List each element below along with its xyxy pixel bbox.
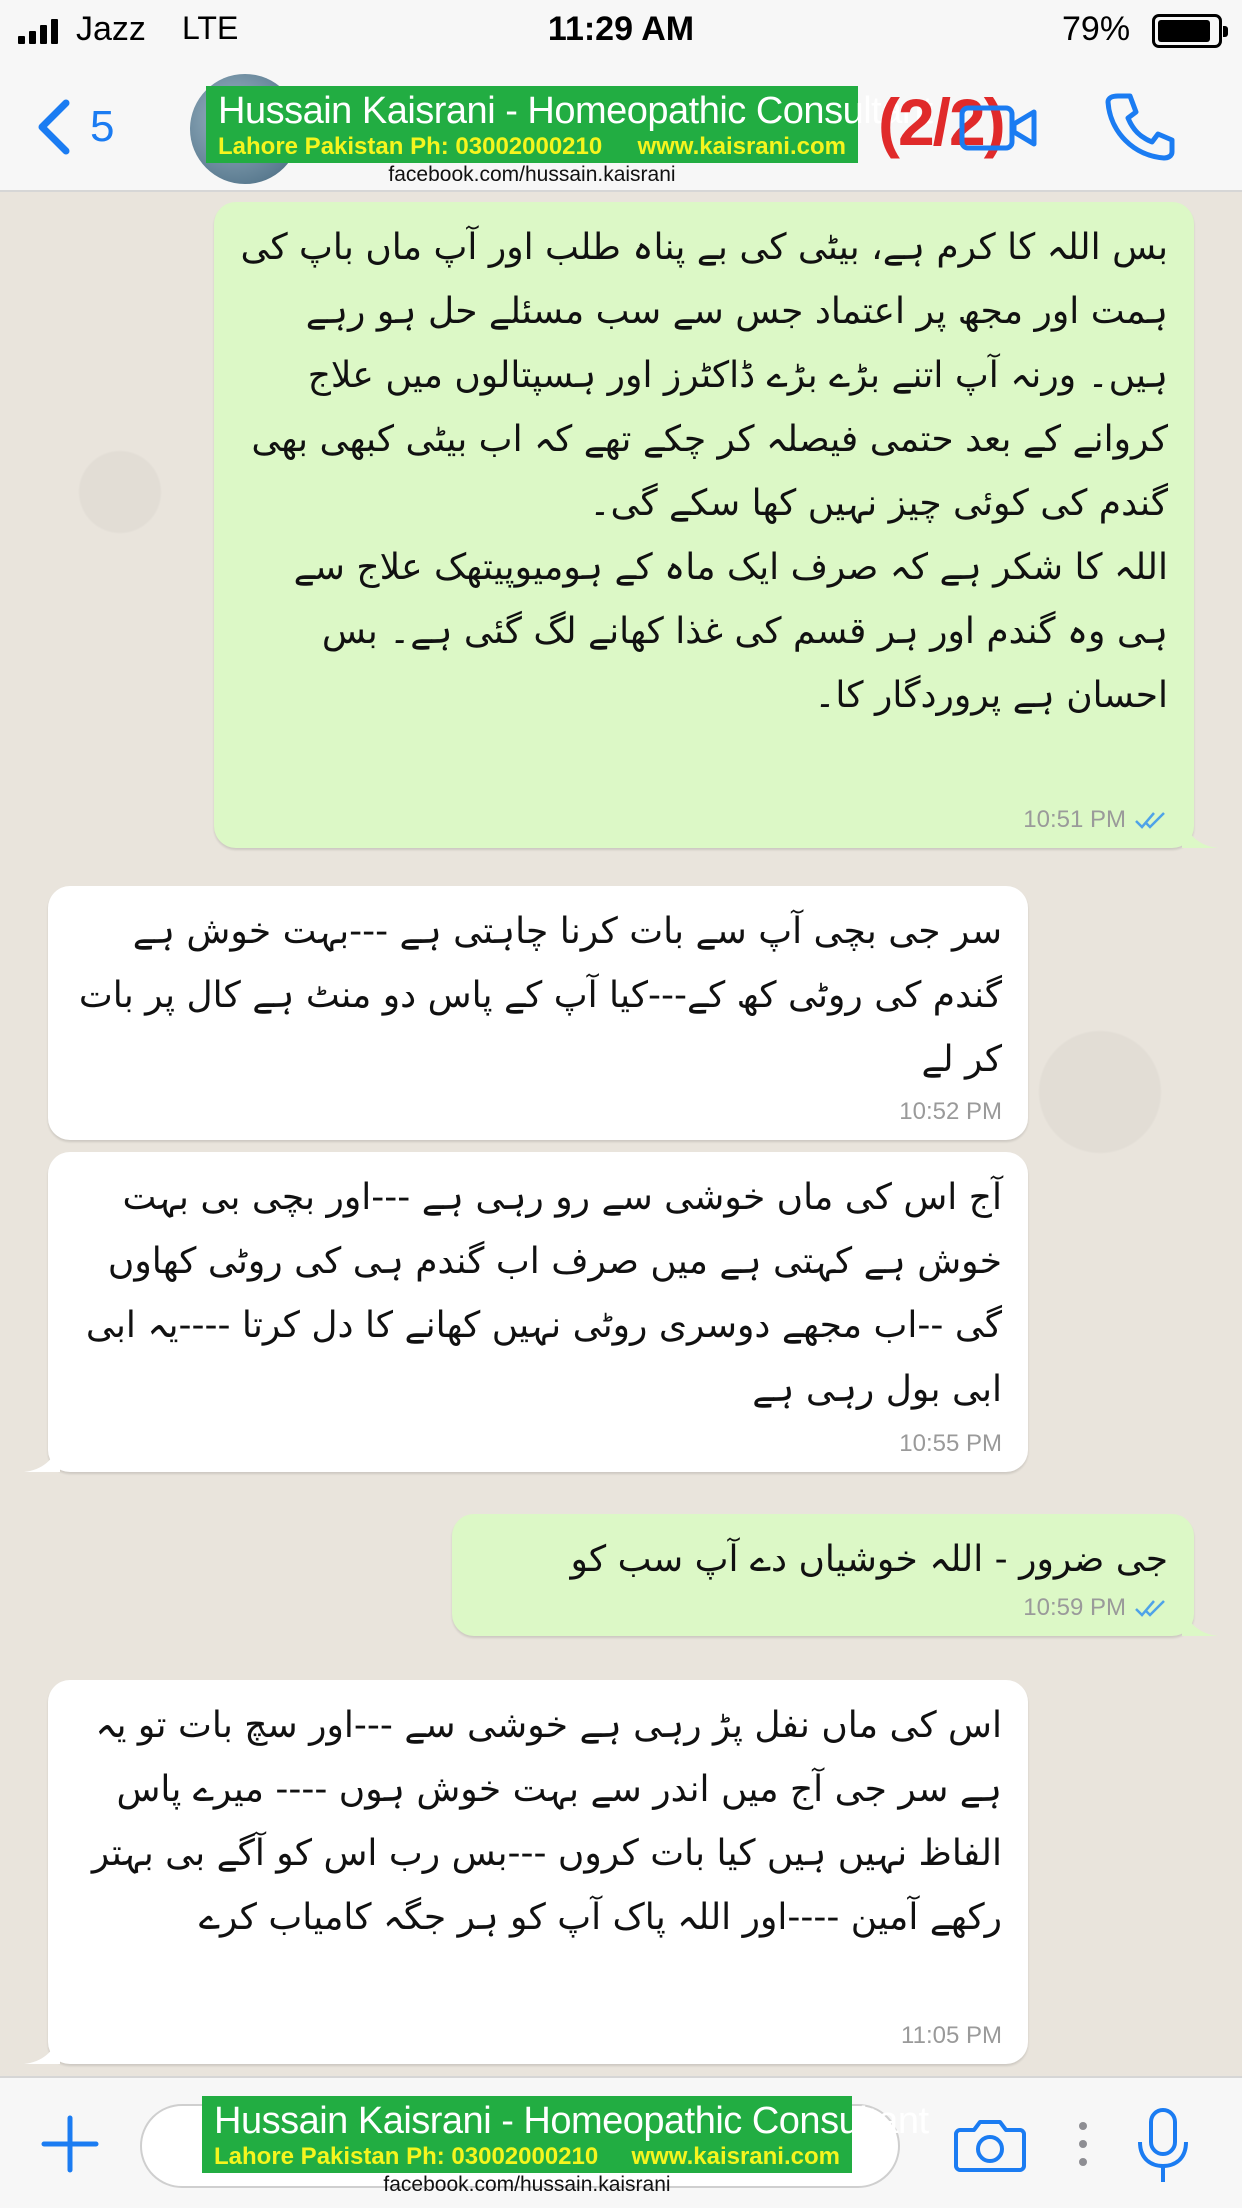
message-time: 10:59 PM [1023, 1594, 1126, 1621]
chat-messages[interactable] [0, 192, 1242, 2076]
banner-facebook: facebook.com/hussain.kaisrani [388, 163, 676, 186]
back-button[interactable] [34, 92, 114, 162]
bubble-tail [24, 1442, 60, 1472]
banner-website: www.kaisrani.com [631, 2143, 840, 2170]
message-text: بس اللہ کا کرم ہے، بیٹی کی بے پناہ طلب اور آپ ماں باپ کی ہمت اور مجھ پر اعتماد جس سے سب مسئلے حل ہو رہے ہیں۔ ورنہ آپ اتنے بڑے بڑے ڈاکٹرز اور ہسپتالوں میں علاج کروانے کے بعد حتمی فیصلہ کر چکے تھے کہ اب بیٹی کبھی بھی گندم کی کوئی چیز نہیں کھا سکے گی۔ اللہ کا شکر ہے کہ صرف ایک ماہ کے ہومیوپیتھک علاج سے ہی وہ گندم اور ہر قسم کی غذا کھانے لگ گئی ہے۔ بس احسان ہے پروردگار کا۔ [240, 227, 1168, 716]
watermark-banner [202, 2096, 929, 2197]
message-bubble-incoming[interactable] [48, 886, 1028, 1140]
banner-facebook: facebook.com/hussain.kaisrani [383, 2173, 671, 2196]
status-time: 11:29 AM [547, 10, 695, 48]
message-text: اس کی ماں نفل پڑ رہی ہے خوشی سے ---اور سچ بات تو یہ ہے سر جی آج میں اندر سے بہت خوش ہوں ---- میرے پاس الفاظ نہیں ہیں کیا بات کروں ---بس رب اس کو آگے بی بہتر رکھے آمین ----اور اللہ پاک آپ کو ہر جگہ کامیاب کرے [80, 1705, 1002, 1938]
message-meta [899, 1098, 1002, 1126]
network-type: LTE [182, 10, 239, 46]
video-camera-icon[interactable] [958, 92, 1038, 162]
bubble-tail [1182, 818, 1218, 848]
message-text: جی ضرور - اللہ خوشیاں دے آپ سب کو [570, 1539, 1168, 1580]
chevron-left-icon [34, 97, 74, 157]
message-bubble-outgoing[interactable] [214, 202, 1194, 848]
camera-icon[interactable] [954, 2116, 1026, 2174]
message-time: 10:55 PM [899, 1430, 1002, 1457]
message-bubble-incoming[interactable] [48, 1152, 1028, 1472]
message-meta [1023, 1594, 1168, 1622]
message-time: 11:05 PM [901, 2022, 1002, 2049]
message-time: 10:52 PM [899, 1098, 1002, 1125]
message-text: سر جی بچی آپ سے بات کرنا چاہتی ہے ---بہت خوش ہے گندم کی روٹی کھ کے---کیا آپ کے پاس دو منٹ ہے کال پر بات کر لے [67, 911, 1002, 1080]
banner-title: Hussain Kaisrani - Homeopathic Consultant [214, 2100, 929, 2142]
input-bar [0, 2076, 1242, 2208]
dots-icon[interactable] [1076, 2118, 1090, 2170]
message-text: آج اس کی ماں خوشی سے رو رہی ہے ---اور بچی بی بہت خوش ہے کہتی ہے میں صرف اب گندم ہی کی روٹی کھاوں گی --اب مجھے دوسری روٹی نہیں کھانے کا دل کرتا ----یہ ابی ابی بول رہی ہے [74, 1177, 1002, 1410]
bubble-tail [24, 2034, 60, 2064]
banner-website: www.kaisrani.com [637, 133, 846, 160]
unread-count: 5 [90, 102, 115, 151]
banner-location-phone: Lahore Pakistan Ph: 03002000210 [214, 2143, 599, 2170]
phone-icon[interactable] [1100, 86, 1180, 166]
watermark-banner [206, 86, 933, 187]
battery-icon [1152, 14, 1222, 48]
status-bar [0, 0, 1242, 62]
chat-header [0, 62, 1242, 192]
read-receipt-icon [1134, 809, 1168, 831]
message-bubble-outgoing[interactable] [452, 1514, 1194, 1636]
read-receipt-icon [1134, 1597, 1168, 1619]
page-indicator: (2/2) [878, 85, 1004, 159]
battery-percent: 79% [1062, 10, 1131, 48]
microphone-icon[interactable] [1134, 2106, 1192, 2188]
message-meta [899, 1430, 1002, 1458]
carrier-name: Jazz [76, 10, 146, 48]
plus-icon[interactable] [40, 2114, 100, 2174]
message-meta [1023, 806, 1168, 834]
message-bubble-incoming[interactable] [48, 1680, 1028, 2064]
message-time: 10:51 PM [1023, 806, 1126, 833]
message-meta [901, 2022, 1002, 2050]
banner-title: Hussain Kaisrani - Homeopathic Consultant [218, 90, 933, 132]
banner-location-phone: Lahore Pakistan Ph: 03002000210 [218, 133, 603, 160]
bubble-tail [1182, 1606, 1218, 1636]
